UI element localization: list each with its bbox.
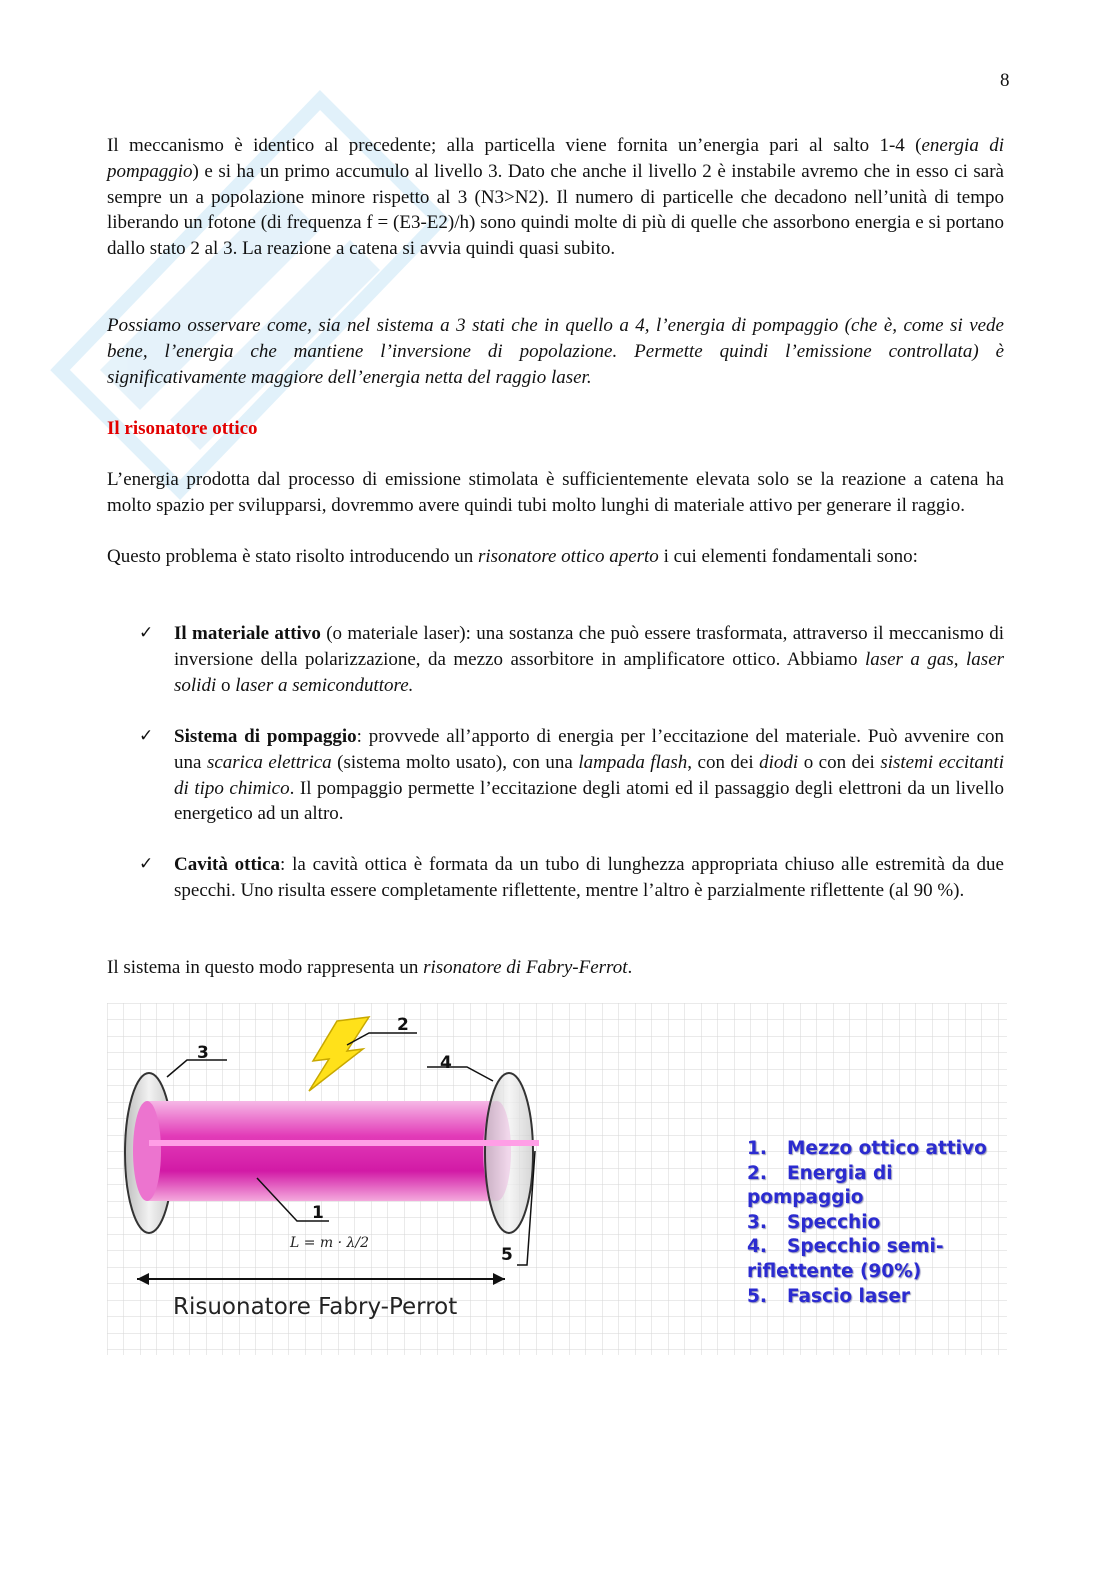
bullet-active-material: ✓ Il materiale attivo (o materiale laser): una sostanza che può essere trasformata, attraverso il meccanismo di inversione della polarizzazione, da mezzo assorbitore in amplificatore ottico. Abbiamo laser a gas, laser solidi o laser a semiconduttore. — [139, 623, 1005, 696]
laser-beam — [149, 1140, 539, 1146]
legend-item: 5. Fascio laser — [747, 1285, 911, 1307]
paragraph-energy: L’energia prodotta dal processo di emissione stimolata è sufficientemente elevata solo se la reazione a catena ha molto spazio per svilupparsi, dovremmo avere quindi tubi molto lunghi di materiale attivo per generare il raggio. — [107, 469, 1004, 516]
paragraph-mechanism: Il meccanismo è identico al precedente; alla particella viene fornita un’energia pari al salto 1-4 (energia di pompaggio) e si ha un primo accumulo al livello 3. Dato che anche il livello 2 è instabile avremo che in esso ci sarà sempre un a popolazione minore rispetto al 3 (N3>N2). Il numero di particelle che decadono nell’unità di tempo liberando un fotone (di frequenza f = (E3-E2)/h) sono quindi molte di più di quelle che assorbono energia e si portano dallo stato 2 al 3. La reazione a catena si avvia quindi quasi subito. — [107, 135, 1004, 260]
label-5: 5 — [501, 1245, 513, 1265]
page-number: 8 — [1000, 70, 1010, 91]
tube-end-left — [133, 1101, 161, 1201]
check-icon: ✓ — [139, 623, 154, 643]
paragraph-problem: Questo problema è stato risolto introducendo un risonatore ottico aperto i cui elementi fondamentali sono: — [107, 546, 918, 567]
legend-item: 3. Specchio — [747, 1211, 881, 1233]
figure-caption: Risuonatore Fabry-Perrot — [173, 1294, 458, 1320]
check-icon: ✓ — [139, 854, 154, 874]
check-icon: ✓ — [139, 726, 154, 746]
bullet-pumping-system: ✓ Sistema di pompaggio: provvede all’apporto di energia per l’eccitazione del materiale. Può avvenire con una scarica elettrica (sistema molto usato), con una lampada flash, con dei diodi o con dei sistemi eccitanti di tipo chimico. Il pompaggio permette l’eccitazione degli atomi ed il passaggio degli elettroni da un livello energetico ad un altro. — [139, 726, 1004, 825]
paragraph-fabry-perot: Il sistema in questo modo rappresenta un risonatore di Fabry-Ferrot. — [107, 957, 633, 978]
legend-item: 1. Mezzo ottico attivo — [747, 1138, 987, 1159]
legend-item: 4. Specchio semi-riflettente (90%) — [747, 1236, 944, 1282]
bullet-optical-cavity: ✓ Cavità ottica: la cavità ottica è formata da un tubo di lunghezza appropriata chiuso alle estremità da due specchi. Uno risulta essere completamente riflettente, mentre l’altro è parzialmente riflettente (al 90 %). — [139, 854, 1004, 901]
section-heading: Il risonatore ottico — [107, 418, 258, 439]
label-2: 2 — [397, 1015, 409, 1035]
figure-legend — [747, 1137, 1007, 1309]
active-medium-tube — [147, 1101, 497, 1201]
paragraph-observation: Possiamo osservare come, sia nel sistema a 3 stati che in quello a 4, l’energia di pompaggio (che è, come si vede bene, l’energia che mantiene l’inversione di popolazione. Permette quindi l’emissione controllata) è significativamente maggiore dell’energia netta del raggio laser. — [107, 315, 1004, 388]
mirror-right — [485, 1073, 533, 1233]
resonator-figure — [107, 1003, 1007, 1355]
label-1: 1 — [312, 1203, 324, 1223]
label-3: 3 — [197, 1043, 209, 1063]
label-4: 4 — [440, 1053, 452, 1073]
length-formula: L = m · λ/2 — [290, 1235, 370, 1251]
legend-item: 2. Energia di pompaggio — [747, 1162, 893, 1209]
